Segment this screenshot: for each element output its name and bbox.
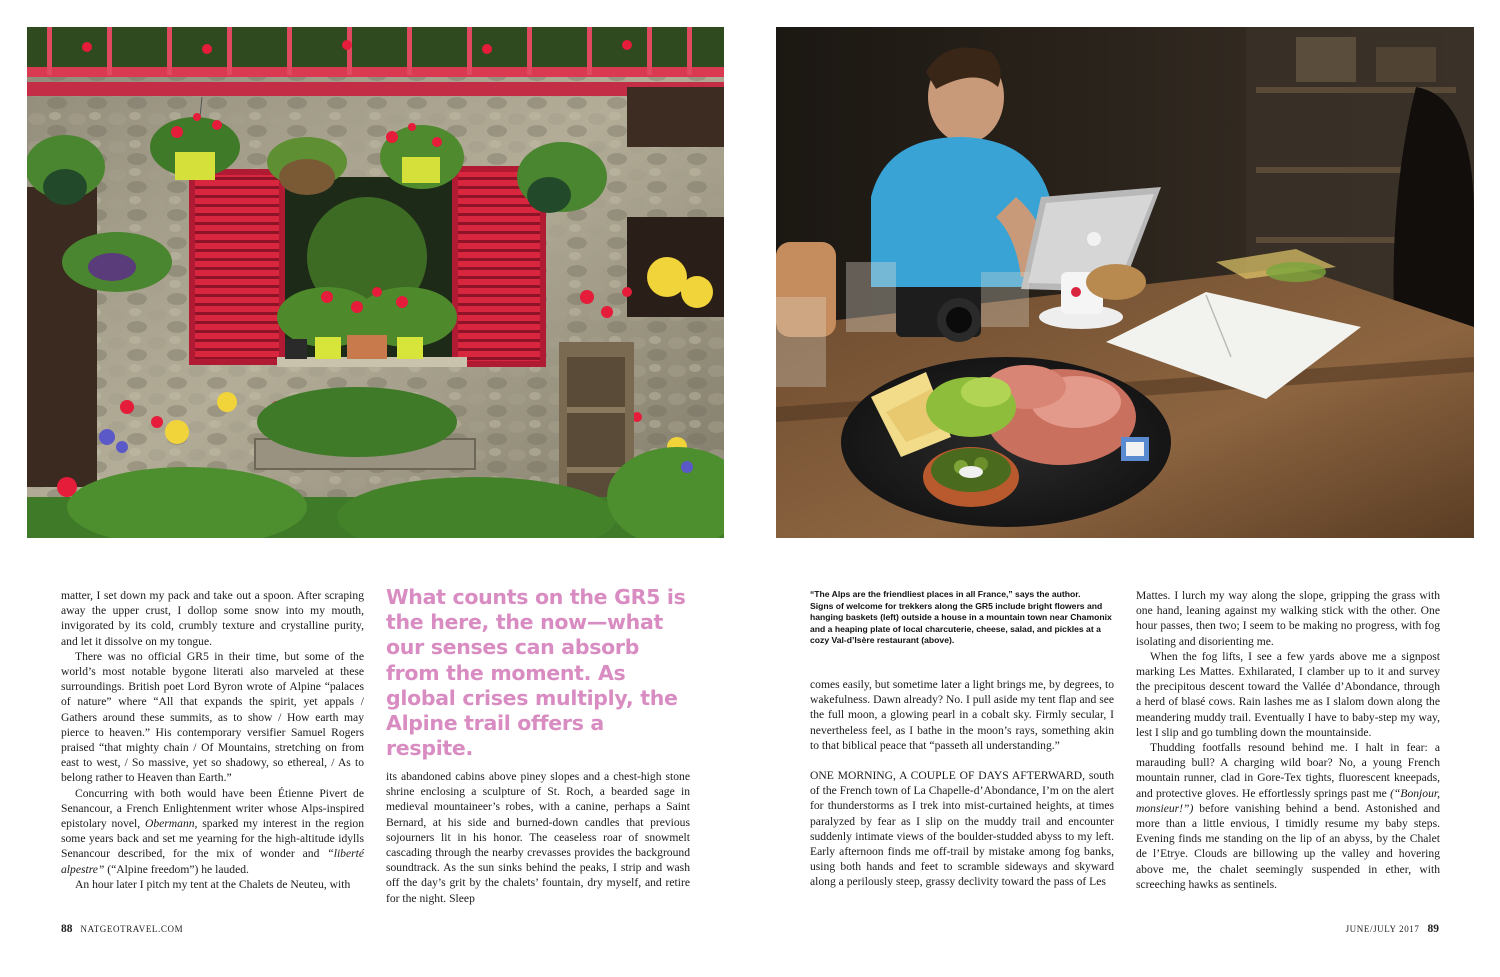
paragraph: When the fog lifts, I see a few yards above me a signpost marking Les Mattes. Exhilarated, I clamber up to it and survey the precipitous descent toward the Vallée d’Abondance, through a herd of blasé cows. Rain lashes me as I slalom down along the meandering muddy trail. Eventually I have to baby-step my way, lest I slip and go tumbling down the mountainside. [1136,649,1440,739]
paragraph: Thudding footfalls resound behind me. I halt in fear: a marauding bull? A charging wild boar? No, a young French mountain runner, clad in Gore-Tex tights, fluorescent kneepads, and protective gloves. He effortlessly springs past me (“Bonjour, monsieur!”) before vanishing behind a bend. Astonished and more than a little envious, I timidly resume my baby steps. Evening finds me standing on the lip of an abyss, by the Chalet de l’Etrye. Clouds are billowing up the valley and hovering above me, the chalet seemingly suspended in ether, with screeching hawks as sentinels. [1136,741,1440,891]
restaurant-table-illustration [776,27,1474,538]
folio-right [1346,923,1439,935]
page-number: 88 [61,923,73,935]
paragraph: Mattes. I lurch my way along the slope, gripping the grass with one hand, leaning against my walking stick with the other. One hour passes, then two; I seem to be making no progress, with fog isolating and disorienting me. [1136,589,1440,648]
paragraph: An hour later I pitch my tent at the Chalets de Neuteu, with [75,877,351,891]
paragraph: There was no official GR5 in their time, but some of the world’s most notable bygone literati also marveled at these surroundings. British poet Lord Byron wrote of Alpine “palaces of nature” where “All that expands the spirit, yet appals / Gathers around these summits, as to show / How earth may pierce to heaven.” His contemporary versifier Samuel Rogers praised “that mighty chain / Of Mountains, stretching on from east to west, / So massive, yet so shadowy, so ethereal, / As to belong rather to Heaven than Earth.” [61,649,364,785]
flower-chalet-illustration [27,27,724,538]
article-column-1 [61,588,364,892]
pull-quote: What counts on the GR5 is the here, the now—what our senses can absorb from the moment. As global crises multiply, the Alpine trail offers a respite. [386,585,686,761]
article-column-3 [810,677,1114,890]
photo-flower-chalet [27,27,724,538]
section-opening-paragraph: ONE MORNING, A COUPLE OF DAYS AFTERWARD, south of the French town of La Chapelle-d’Abondance, I’m on the alert for thunderstorms as I trek into mist-curtained heights, at times paralyzed by fear as I slip on the muddy trail and encounter suddenly intimate views of the boulder-studded abyss to my left. Early afternoon finds me off-trail by mistake among fog banks, using both hands and feet to scramble sideways and skyward along a perilously steep, grassy declivity toward the pass of Les [810,769,1114,889]
page-number: 89 [1427,923,1439,935]
caption-quote: “The Alps are the friendliest places in all France,” says the author. [810,589,1081,599]
paragraph: comes easily, but sometime later a light brings me, by degrees, to wakefulness. Dawn already? No. I pull aside my tent flap and see the full moon, a glowing pearl in a cobalt sky. Firmly secular, I nevertheless feel, as I bathe in the moon’s rays, something akin to that biblical peace that “passeth all understanding.” [810,678,1114,752]
photo-caption [810,589,1116,647]
folio-date: JUNE/JULY 2017 [1345,924,1420,934]
article-column-4 [1136,588,1440,892]
photo-restaurant-table [776,27,1474,538]
folio-url: NATGEOTRAVEL.COM [80,924,184,934]
article-column-2 [386,769,690,906]
paragraph: its abandoned cabins above piney slopes and a chest-high stone shrine enclosing a sculpture of St. Roch, a bearded sage in medieval mountaineer’s robes, with a canine, perhaps a Saint Bernard, at his side and burned-down candles that previous sojourners lit in his honor. The ceaseless roar of snowmelt cascading through the nearby crevasses provides the background soundtrack. As the sun sinks behind the peaks, I strip and wash off the day’s grit by the chalets’ fountain, dry myself, and retire for the night. Sleep [386,770,690,905]
folio-left [61,923,183,935]
caption-text: Signs of welcome for trekkers along the GR5 include bright flowers and hanging baskets (left) outside a house in a mountain town near Chamonix and a heaping plate of local charcuterie, cheese, salad, and pickles at a cozy Val-d’Isère restaurant (above). [810,600,1112,646]
paragraph: matter, I set down my pack and take out a spoon. After scraping away the upper crust, I dollop some snow into my mouth, invigorated by its cold, crumbly texture and crystalline purity, and let it dissolve on my tongue. [61,589,364,648]
paragraph: Concurring with both would have been Étienne Pivert de Senancour, a French Enlightenment writer whose Alps-inspired epistolary novel, Obermann, sparked my interest in the region some years back and set me yearning for the high-altitude idylls Senancour described, for the mix of wonder and “liberté alpestre” (“Alpine freedom”) he lauded. [61,786,365,876]
